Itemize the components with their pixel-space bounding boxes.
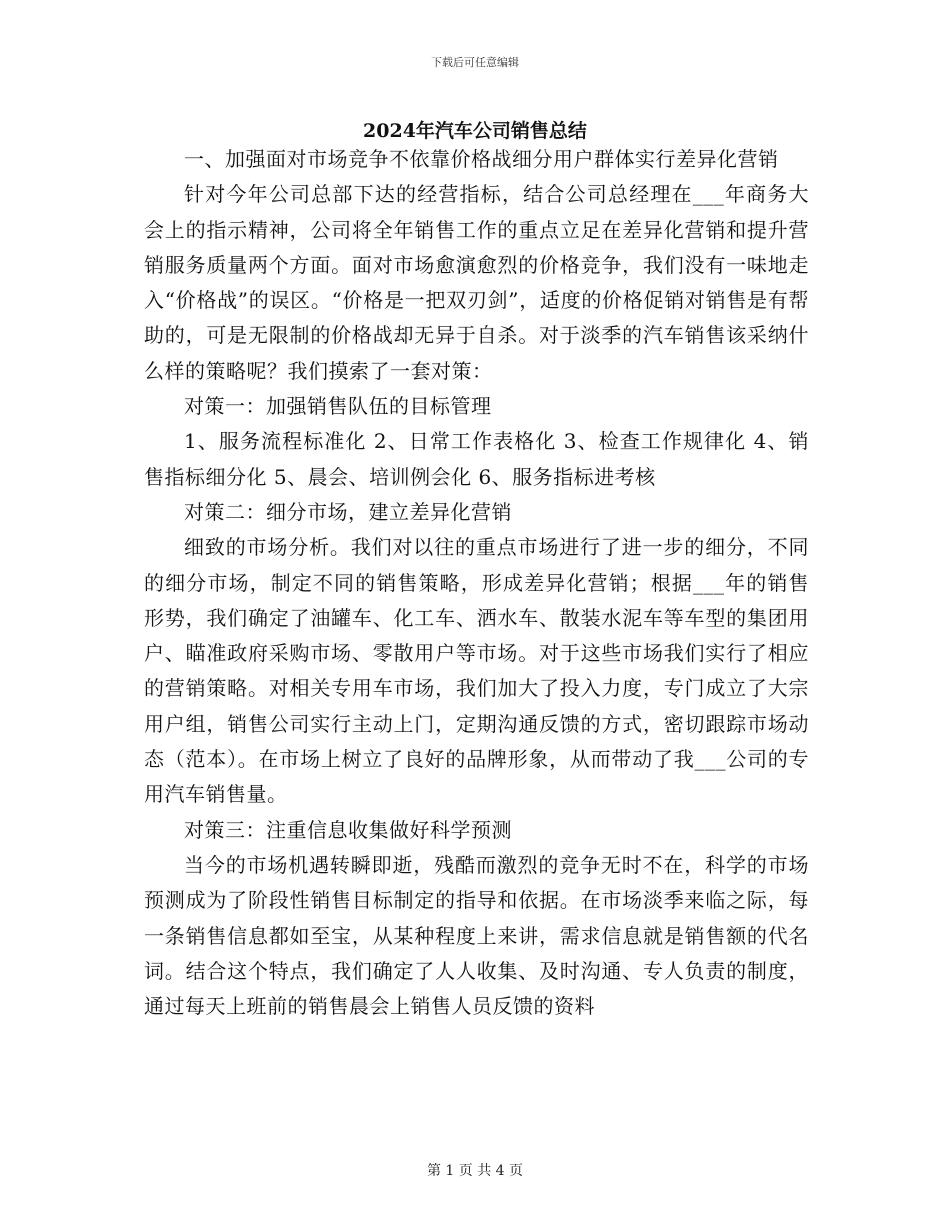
strategy-heading: 对策一：加强销售队伍的目标管理 xyxy=(184,394,492,419)
body-paragraph: 针对今年公司总部下达的经营指标，结合公司总经理在___年商务大会上的指示精神，公司将全年销售工作的重点立足在差异化营销和提升营销服务质量两个方面。面对市场愈演愈烈的价格竞争，我们没有一味地走入“价格战”的误区。“价格是一把双刃剑”，适度的价格促销对销售是有帮助的，可是无限制的价格战却无异于自杀。对于淡季的汽车销售该采纳什么样的策略呢？我们摸索了一套对策： xyxy=(144,182,809,383)
strategy-heading: 对策二：细分市场，建立差异化营销 xyxy=(184,499,512,524)
strategy-heading: 对策三：注重信息收集做好科学预测 xyxy=(184,817,512,842)
section-heading: 一、加强面对市场竞争不依靠价格战细分用户群体实行差异化营销 xyxy=(184,147,779,171)
document-body xyxy=(144,142,809,1024)
document-title: 2024年汽车公司销售总结 xyxy=(363,120,587,142)
page-header-note: 下载后可任意编辑 xyxy=(431,56,519,69)
body-paragraph: 1、服务流程标准化 2、日常工作表格化 3、检查工作规律化 4、销售指标细分化 5、晨会、培训例会化 6、服务指标进考核 xyxy=(144,429,809,489)
body-paragraph: 当今的市场机遇转瞬即逝，残酷而激烈的竞争无时不在，科学的市场预测成为了阶段性销售目标制定的指导和依据。在市场淡季来临之际，每一条销售信息都如至宝，从某种程度上来讲，需求信息就是销售额的代名词。结合这个特点，我们确定了人人收集、及时沟通、专人负责的制度，通过每天上班前的销售晨会上销售人员反馈的资料 xyxy=(144,852,809,1019)
page-number: 第 1 页 共 4 页 xyxy=(426,1163,524,1179)
body-paragraph: 细致的市场分析。我们对以往的重点市场进行了进一步的细分，不同的细分市场，制定不同的销售策略，形成差异化营销；根据___年的销售形势，我们确定了油罐车、化工车、洒水车、散装水泥车等车型的集团用户、瞄准政府采购市场、零散用户等市场。对于这些市场我们实行了相应的营销策略。对相关专用车市场，我们加大了投入力度，专门成立了大宗用户组，销售公司实行主动上门，定期沟通反馈的方式，密切跟踪市场动态（范本）。在市场上树立了良好的品牌形象，从而带动了我___公司的专用汽车销售量。 xyxy=(144,535,809,807)
